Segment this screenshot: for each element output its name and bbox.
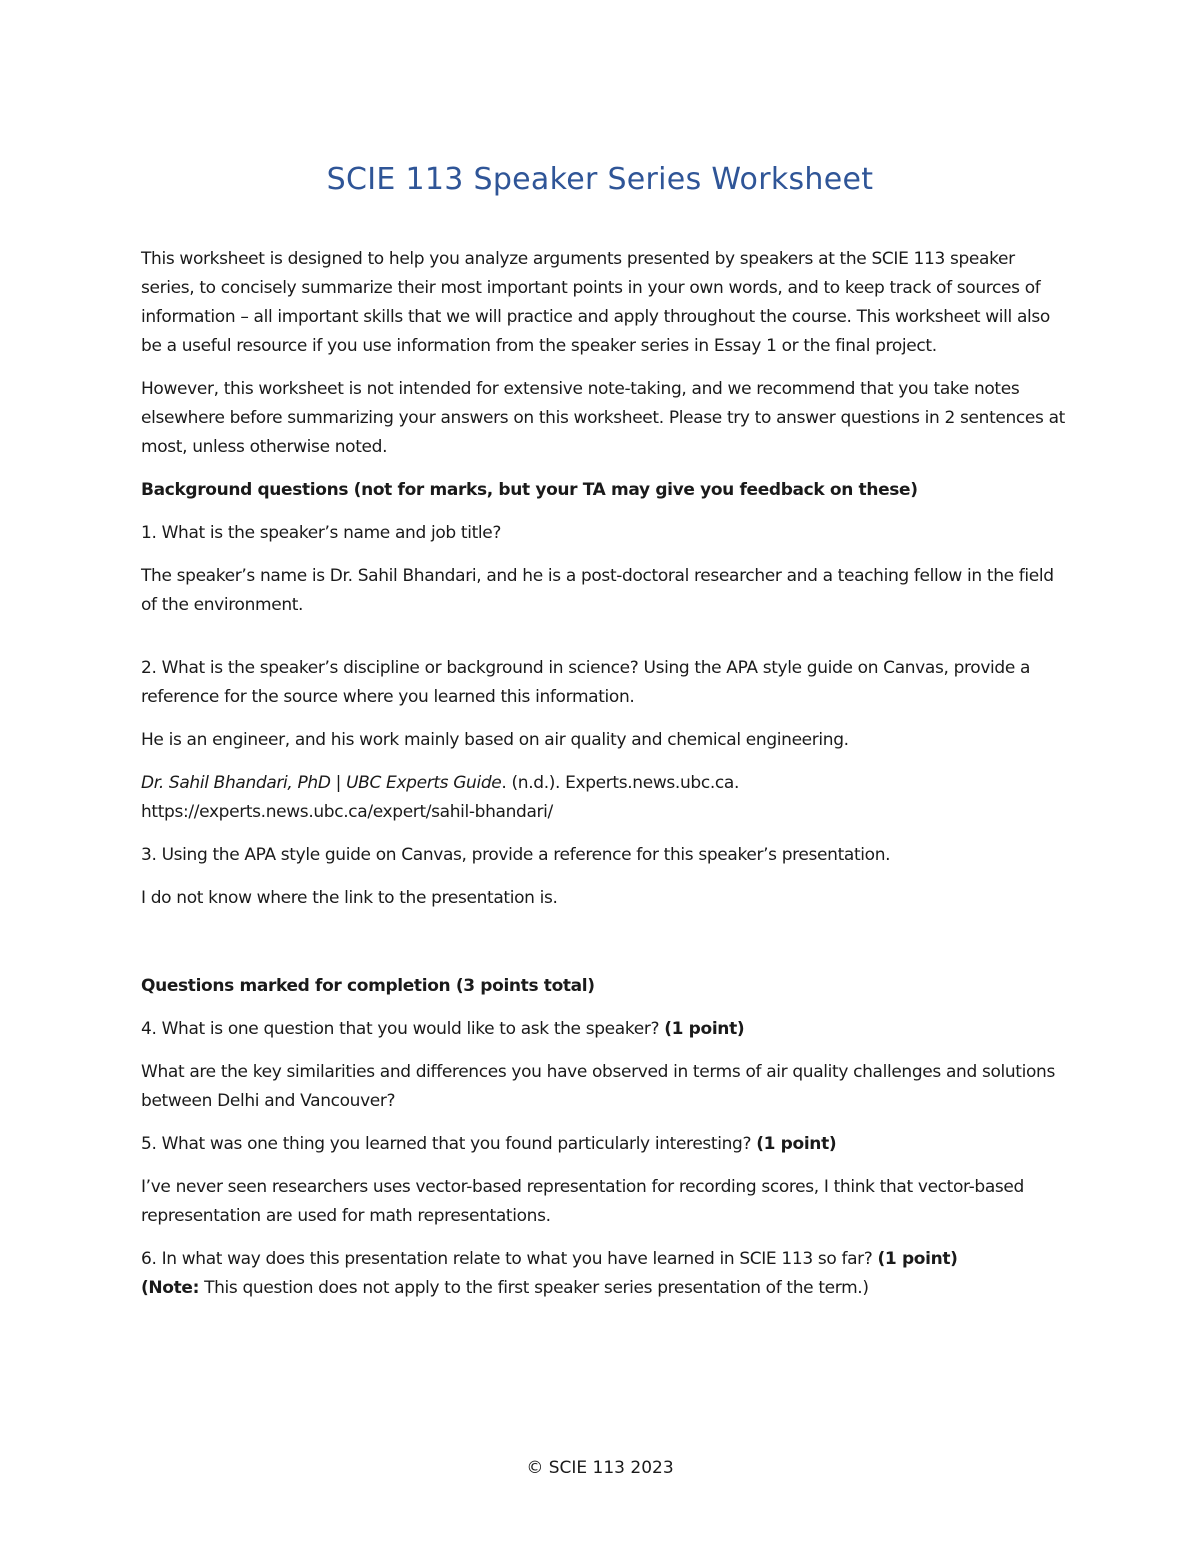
reference-entry: [141, 769, 1071, 827]
document-title: SCIE 113 Speaker Series Worksheet: [326, 162, 874, 197]
section-heading-background: Background questions (not for marks, but your TA may give you feedback on these): [141, 480, 918, 500]
document-body: [141, 245, 1071, 1317]
question-6-text: 6. In what way does this presentation relate to what you have learned in SCIE 113 so far?: [141, 1249, 878, 1269]
question-6-points: (1 point): [877, 1249, 958, 1269]
reference-url: https://experts.news.ubc.ca/expert/sahil-bhandari/: [141, 802, 553, 822]
question-1: 1. What is the speaker’s name and job title?: [141, 523, 502, 543]
question-4-text: 4. What is one question that you would like to ask the speaker?: [141, 1019, 665, 1039]
question-2: 2. What is the speaker’s discipline or background in science? Using the APA style guide on Canvas, provide a reference for the source where you learned this information.: [141, 658, 1031, 707]
question-6-note-label: (Note:: [141, 1278, 200, 1298]
answer-2: He is an engineer, and his work mainly based on air quality and chemical engineering.: [141, 730, 849, 750]
answer-1: The speaker’s name is Dr. Sahil Bhandari, and he is a post-doctoral researcher and a teaching fellow in the field of the environment.: [141, 566, 1054, 615]
question-6-note-text: This question does not apply to the first speaker series presentation of the term.): [199, 1278, 869, 1298]
reference-details: . (n.d.). Experts.news.ubc.ca.: [501, 773, 739, 793]
question-5-text: 5. What was one thing you learned that you found particularly interesting?: [141, 1134, 757, 1154]
intro-paragraph-2: However, this worksheet is not intended for extensive note-taking, and we recommend that you take notes elsewhere before summarizing your answers on this worksheet. Please try to answer questions in 2 sentences at most, unless otherwise noted.: [141, 379, 1065, 457]
question-3: 3. Using the APA style guide on Canvas, provide a reference for this speaker’s presentation.: [141, 845, 891, 865]
reference-title: Dr. Sahil Bhandari, PhD | UBC Experts Guide: [141, 773, 502, 793]
answer-3: I do not know where the link to the presentation is.: [141, 888, 558, 908]
spacer: [141, 927, 1071, 972]
spacer: [141, 634, 1071, 654]
question-6: [141, 1245, 1071, 1303]
question-4-points: (1 point): [664, 1019, 745, 1039]
page-footer: © SCIE 113 2023: [526, 1458, 674, 1478]
question-5-points: (1 point): [756, 1134, 837, 1154]
answer-4: What are the key similarities and differences you have observed in terms of air quality challenges and solutions between Delhi and Vancouver?: [141, 1062, 1055, 1111]
question-4: [141, 1015, 1071, 1044]
section-heading-completion: Questions marked for completion (3 points total): [141, 976, 595, 996]
question-5: [141, 1130, 1071, 1159]
answer-5: I’ve never seen researchers uses vector-based representation for recording scores, I think that vector-based representation are used for math representations.: [141, 1177, 1024, 1226]
intro-paragraph-1: This worksheet is designed to help you analyze arguments presented by speakers at the SCIE 113 speaker series, to concisely summarize their most important points in your own words, and to keep track of sources of information – all important skills that we will practice and apply throughout the course. This worksheet will also be a useful resource if you use information from the speaker series in Essay 1 or the final project.: [141, 249, 1050, 356]
